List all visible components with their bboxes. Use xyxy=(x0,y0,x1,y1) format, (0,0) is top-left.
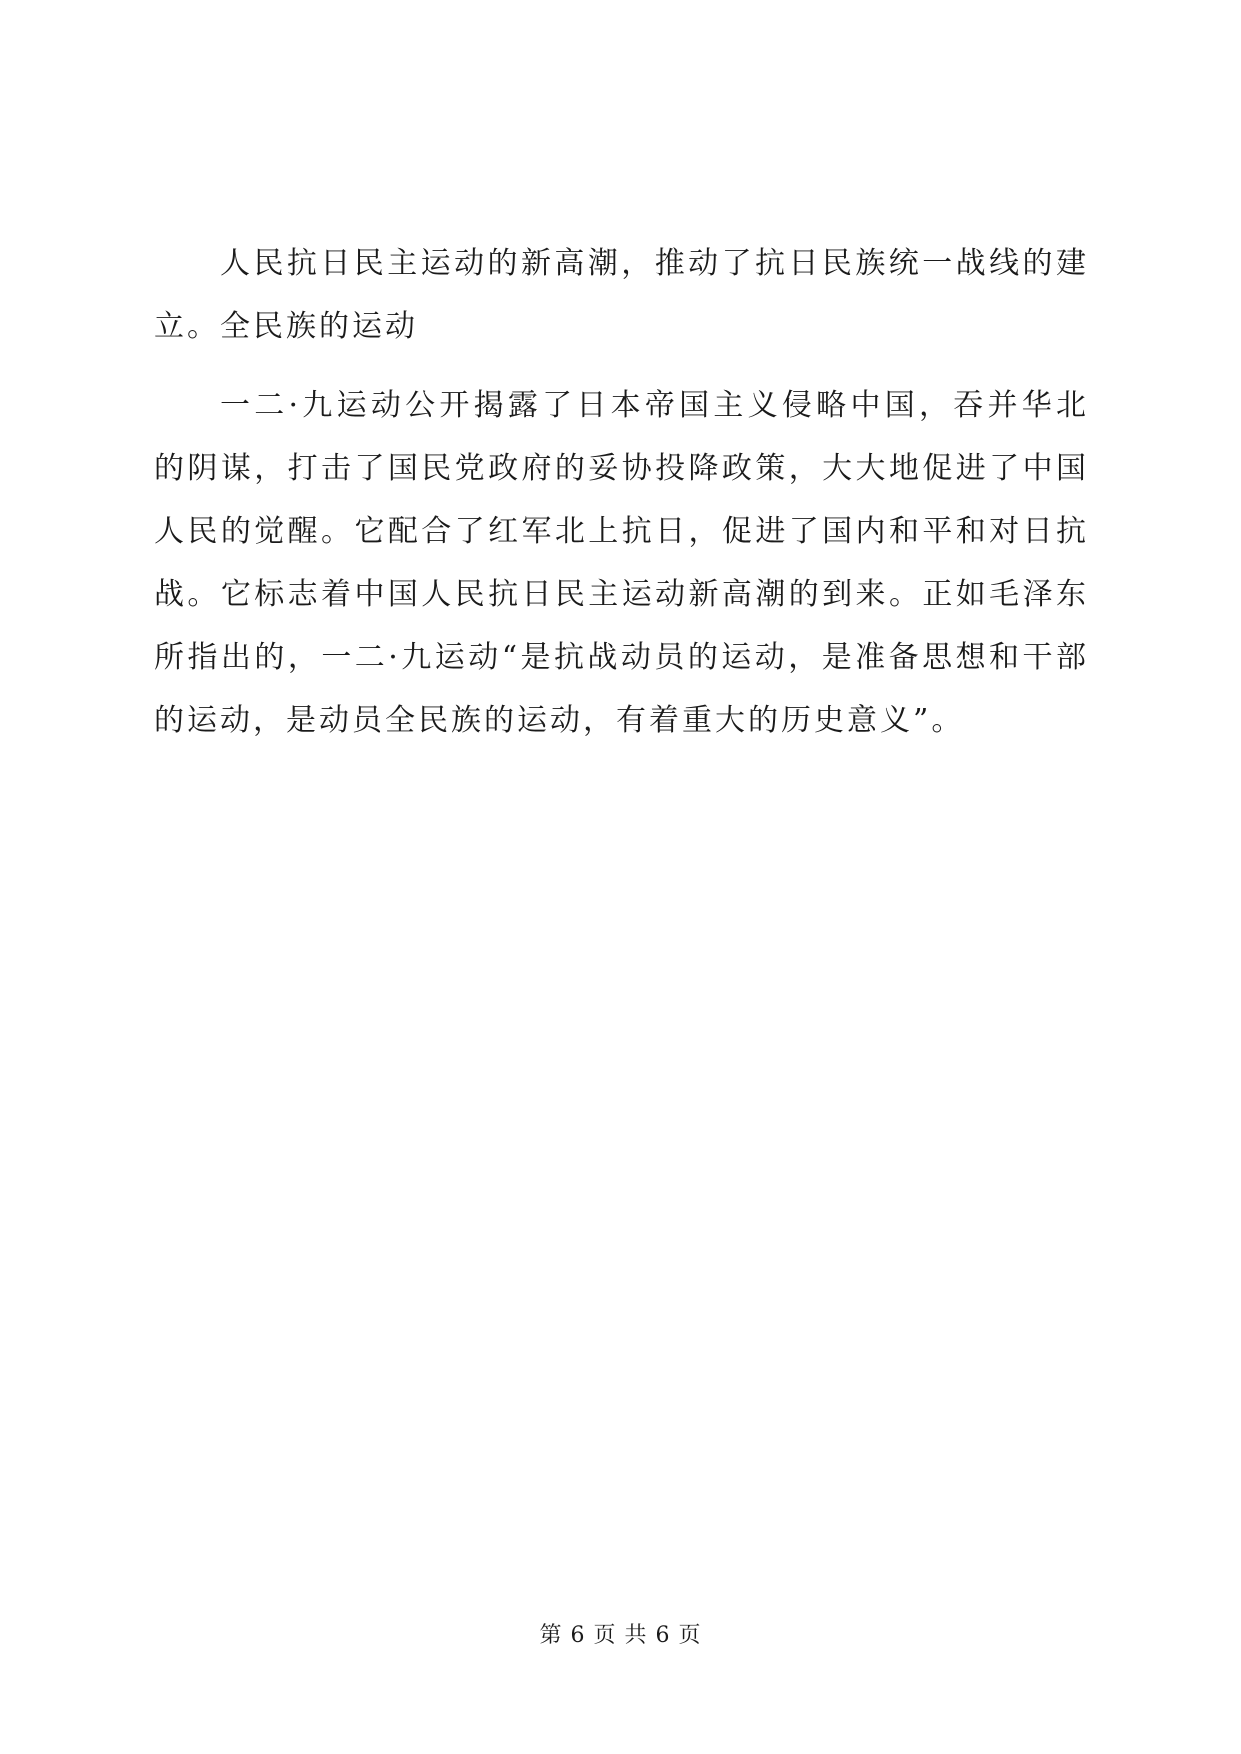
body-text xyxy=(154,232,1089,752)
page-footer: 第 6 页 共 6 页 xyxy=(539,1623,702,1648)
paragraph-2: 一二·九运动公开揭露了日本帝国主义侵略中国，吞并华北的阴谋，打击了国民党政府的妥协投降政策，大大地促进了中国人民的觉醒。它配合了红军北上抗日，促进了国内和平和对日抗战。它标志着中国人民抗日民主运动新高潮的到来。正如毛泽东所指出的，一二·九运动“是抗战动员的运动，是准备思想和干部的运动，是动员全民族的运动，有着重大的历史意义”。 xyxy=(154,388,1089,738)
paragraph-1: 人民抗日民主运动的新高潮，推动了抗日民族统一战线的建立。全民族的运动 xyxy=(154,246,1089,344)
